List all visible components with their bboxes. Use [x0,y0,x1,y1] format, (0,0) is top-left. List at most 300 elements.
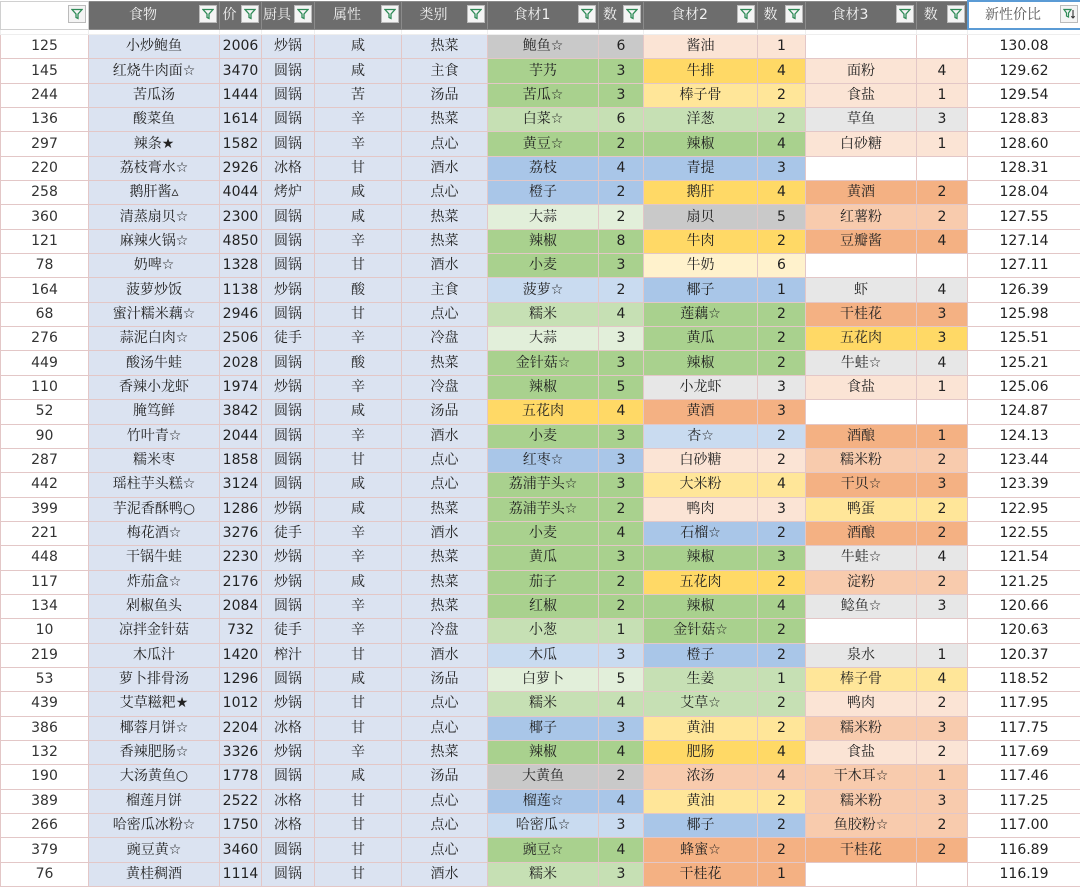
cell-qty-3[interactable]: 2 [917,181,968,205]
table-row[interactable] [1,302,1080,326]
cell-ingredient-3[interactable]: 红薯粉 [806,205,917,229]
cell-flavor[interactable]: 苦 [315,83,402,107]
cell-qty-1[interactable]: 2 [599,278,644,302]
cell-ingredient-1[interactable]: 荔浦芋头☆ [488,497,599,521]
cell-cookware[interactable]: 圆锅 [262,254,315,278]
cell-ingredient-3[interactable]: 糯米粉 [806,789,917,813]
cell-qty-3[interactable]: 1 [917,424,968,448]
cell-flavor[interactable]: 辛 [315,546,402,570]
cell-cookware[interactable]: 烤炉 [262,181,315,205]
cell-ingredient-1[interactable]: 荔枝 [488,156,599,180]
header-i2[interactable] [644,1,758,29]
cell-qty-3[interactable]: 3 [917,327,968,351]
filter-funnel-icon[interactable] [623,5,641,23]
cell-flavor[interactable]: 辛 [315,740,402,764]
cell-category[interactable]: 汤品 [402,83,488,107]
cell-qty-2[interactable]: 2 [758,83,806,107]
cell-cookware[interactable]: 圆锅 [262,862,315,886]
cell-ingredient-2[interactable]: 椰子 [644,814,758,838]
cell-qty-2[interactable]: 1 [758,278,806,302]
cell-qty-3[interactable] [917,35,968,59]
cell-value-ratio[interactable]: 128.04 [968,181,1080,205]
cell-cookware[interactable]: 圆锅 [262,205,315,229]
cell-price[interactable]: 3124 [220,473,262,497]
cell-ingredient-1[interactable]: 荔浦芋头☆ [488,473,599,497]
cell-ingredient-2[interactable]: 酱油 [644,35,758,59]
cell-price[interactable]: 1750 [220,814,262,838]
cell-ingredient-1[interactable]: 小麦 [488,254,599,278]
cell-ingredient-3[interactable]: 豆瓣酱 [806,229,917,253]
cell-cookware[interactable]: 徒手 [262,327,315,351]
cell-row-id[interactable]: 439 [1,692,89,716]
cell-ingredient-3[interactable]: 鲶鱼☆ [806,594,917,618]
cell-ingredient-2[interactable]: 五花肉 [644,570,758,594]
cell-category[interactable]: 热菜 [402,497,488,521]
table-row[interactable] [1,59,1080,83]
cell-ingredient-2[interactable]: 辣椒 [644,351,758,375]
cell-food-name[interactable]: 香辣肥肠☆ [89,740,220,764]
cell-flavor[interactable]: 咸 [315,400,402,424]
cell-category[interactable]: 点心 [402,814,488,838]
table-row[interactable] [1,108,1080,132]
cell-row-id[interactable]: 442 [1,473,89,497]
cell-qty-1[interactable]: 5 [599,375,644,399]
cell-value-ratio[interactable]: 121.25 [968,570,1080,594]
cell-price[interactable]: 1420 [220,643,262,667]
cell-row-id[interactable]: 76 [1,862,89,886]
cell-ingredient-3[interactable] [806,400,917,424]
cell-qty-1[interactable]: 5 [599,667,644,691]
cell-ingredient-2[interactable]: 白砂糖 [644,448,758,472]
cell-value-ratio[interactable]: 125.51 [968,327,1080,351]
cell-price[interactable]: 2204 [220,716,262,740]
table-row[interactable] [1,838,1080,862]
cell-ingredient-2[interactable]: 洋葱 [644,108,758,132]
cell-ingredient-3[interactable]: 泉水 [806,643,917,667]
cell-row-id[interactable]: 297 [1,132,89,156]
cell-ingredient-2[interactable]: 浓汤 [644,765,758,789]
cell-ingredient-3[interactable]: 食盐 [806,83,917,107]
cell-cookware[interactable]: 炒锅 [262,35,315,59]
cell-value-ratio[interactable]: 128.60 [968,132,1080,156]
cell-food-name[interactable]: 小炒鲍鱼 [89,35,220,59]
cell-ingredient-3[interactable]: 牛蛙☆ [806,546,917,570]
cell-qty-3[interactable]: 2 [917,497,968,521]
cell-value-ratio[interactable]: 129.62 [968,59,1080,83]
cell-cookware[interactable]: 炒锅 [262,278,315,302]
cell-food-name[interactable]: 竹叶青☆ [89,424,220,448]
cell-qty-2[interactable]: 2 [758,424,806,448]
cell-category[interactable]: 点心 [402,692,488,716]
cell-food-name[interactable]: 酸菜鱼 [89,108,220,132]
cell-price[interactable]: 3460 [220,838,262,862]
cell-ingredient-3[interactable]: 干木耳☆ [806,765,917,789]
cell-cookware[interactable]: 冰格 [262,156,315,180]
cell-price[interactable]: 2946 [220,302,262,326]
table-row[interactable] [1,765,1080,789]
cell-flavor[interactable]: 咸 [315,667,402,691]
header-n2[interactable] [758,1,806,29]
cell-row-id[interactable]: 379 [1,838,89,862]
table-row[interactable] [1,205,1080,229]
table-row[interactable] [1,862,1080,886]
cell-qty-2[interactable]: 2 [758,716,806,740]
cell-qty-3[interactable]: 1 [917,375,968,399]
cell-qty-2[interactable]: 4 [758,765,806,789]
cell-flavor[interactable]: 辛 [315,327,402,351]
filter-funnel-icon[interactable] [947,5,965,23]
cell-flavor[interactable]: 咸 [315,205,402,229]
cell-qty-3[interactable]: 1 [917,83,968,107]
cell-food-name[interactable]: 麻辣火锅☆ [89,229,220,253]
cell-ingredient-2[interactable]: 莲藕☆ [644,302,758,326]
table-row[interactable] [1,716,1080,740]
cell-qty-1[interactable]: 3 [599,814,644,838]
cell-ingredient-1[interactable]: 豌豆☆ [488,838,599,862]
cell-qty-3[interactable]: 2 [917,814,968,838]
header-i1[interactable] [488,1,599,29]
cell-qty-1[interactable]: 4 [599,521,644,545]
cell-category[interactable]: 热菜 [402,229,488,253]
cell-price[interactable]: 732 [220,619,262,643]
cell-qty-1[interactable]: 1 [599,619,644,643]
cell-price[interactable]: 1328 [220,254,262,278]
cell-ingredient-3[interactable]: 鱼胶粉☆ [806,814,917,838]
cell-ingredient-1[interactable]: 大黄鱼 [488,765,599,789]
cell-ingredient-2[interactable]: 牛奶 [644,254,758,278]
cell-flavor[interactable]: 甘 [315,838,402,862]
cell-category[interactable]: 点心 [402,473,488,497]
cell-price[interactable]: 2176 [220,570,262,594]
cell-qty-3[interactable]: 4 [917,351,968,375]
cell-flavor[interactable]: 辛 [315,375,402,399]
cell-value-ratio[interactable]: 120.63 [968,619,1080,643]
cell-flavor[interactable]: 甘 [315,789,402,813]
cell-ingredient-2[interactable]: 金针菇☆ [644,619,758,643]
cell-flavor[interactable]: 咸 [315,765,402,789]
cell-row-id[interactable]: 219 [1,643,89,667]
table-row[interactable] [1,473,1080,497]
cell-qty-2[interactable]: 2 [758,302,806,326]
cell-qty-1[interactable]: 3 [599,546,644,570]
cell-cookware[interactable]: 圆锅 [262,765,315,789]
cell-ingredient-2[interactable]: 石榴☆ [644,521,758,545]
cell-flavor[interactable]: 甘 [315,254,402,278]
header-pot[interactable] [262,1,315,29]
cell-qty-1[interactable]: 3 [599,327,644,351]
cell-ingredient-1[interactable]: 五花肉 [488,400,599,424]
table-row[interactable] [1,594,1080,618]
table-row[interactable] [1,327,1080,351]
cell-value-ratio[interactable]: 117.00 [968,814,1080,838]
cell-category[interactable]: 酒水 [402,424,488,448]
cell-row-id[interactable]: 110 [1,375,89,399]
cell-category[interactable]: 酒水 [402,643,488,667]
table-row[interactable] [1,667,1080,691]
cell-qty-2[interactable]: 3 [758,400,806,424]
cell-ingredient-2[interactable]: 大米粉 [644,473,758,497]
cell-ingredient-1[interactable]: 榴莲☆ [488,789,599,813]
cell-flavor[interactable]: 甘 [315,643,402,667]
cell-value-ratio[interactable]: 117.25 [968,789,1080,813]
cell-food-name[interactable]: 艾草糍粑★ [89,692,220,716]
cell-price[interactable]: 1286 [220,497,262,521]
cell-price[interactable]: 2506 [220,327,262,351]
cell-cookware[interactable]: 圆锅 [262,59,315,83]
cell-qty-1[interactable]: 3 [599,448,644,472]
cell-qty-1[interactable]: 4 [599,692,644,716]
cell-category[interactable]: 热菜 [402,351,488,375]
cell-flavor[interactable]: 辛 [315,521,402,545]
cell-row-id[interactable]: 78 [1,254,89,278]
cell-food-name[interactable]: 凉拌金针菇 [89,619,220,643]
cell-qty-2[interactable]: 3 [758,375,806,399]
cell-flavor[interactable]: 甘 [315,302,402,326]
cell-value-ratio[interactable]: 123.39 [968,473,1080,497]
cell-row-id[interactable]: 53 [1,667,89,691]
cell-ingredient-1[interactable]: 糯米 [488,862,599,886]
table-row[interactable] [1,789,1080,813]
cell-ingredient-1[interactable]: 白萝卜 [488,667,599,691]
cell-qty-1[interactable]: 2 [599,497,644,521]
cell-qty-3[interactable]: 2 [917,570,968,594]
cell-qty-2[interactable]: 2 [758,229,806,253]
cell-ingredient-3[interactable]: 面粉 [806,59,917,83]
cell-food-name[interactable]: 荔枝膏水☆ [89,156,220,180]
header-food[interactable] [89,1,220,29]
cell-food-name[interactable]: 萝卜排骨汤 [89,667,220,691]
cell-qty-2[interactable]: 2 [758,619,806,643]
cell-ingredient-2[interactable]: 牛排 [644,59,758,83]
cell-price[interactable]: 1444 [220,83,262,107]
header-attr[interactable] [315,1,402,29]
filter-funnel-icon[interactable] [467,5,485,23]
cell-value-ratio[interactable]: 123.44 [968,448,1080,472]
cell-food-name[interactable]: 椰蓉月饼☆ [89,716,220,740]
cell-price[interactable]: 2926 [220,156,262,180]
cell-food-name[interactable]: 奶啤☆ [89,254,220,278]
cell-ingredient-3[interactable]: 干桂花 [806,302,917,326]
cell-ingredient-2[interactable]: 棒子骨 [644,83,758,107]
cell-ingredient-1[interactable]: 椰子 [488,716,599,740]
cell-qty-2[interactable]: 2 [758,108,806,132]
filter-funnel-icon[interactable] [68,5,86,23]
cell-food-name[interactable]: 香辣小龙虾 [89,375,220,399]
cell-ingredient-3[interactable] [806,619,917,643]
cell-qty-2[interactable]: 3 [758,497,806,521]
cell-food-name[interactable]: 蜜汁糯米藕☆ [89,302,220,326]
cell-food-name[interactable]: 糯米枣 [89,448,220,472]
cell-ingredient-2[interactable]: 鸭肉 [644,497,758,521]
cell-cookware[interactable]: 圆锅 [262,838,315,862]
cell-ingredient-2[interactable]: 蜂蜜☆ [644,838,758,862]
cell-qty-2[interactable]: 6 [758,254,806,278]
cell-cookware[interactable]: 炒锅 [262,692,315,716]
cell-qty-1[interactable]: 6 [599,108,644,132]
filter-funnel-icon[interactable] [294,5,312,23]
cell-qty-1[interactable]: 4 [599,740,644,764]
cell-qty-3[interactable]: 3 [917,594,968,618]
cell-ingredient-1[interactable]: 辣椒 [488,229,599,253]
cell-ingredient-2[interactable]: 辣椒 [644,594,758,618]
cell-ingredient-2[interactable]: 杏☆ [644,424,758,448]
cell-ingredient-3[interactable]: 五花肉 [806,327,917,351]
cell-ingredient-3[interactable]: 干桂花 [806,838,917,862]
table-row[interactable] [1,740,1080,764]
cell-price[interactable]: 1138 [220,278,262,302]
cell-qty-1[interactable]: 3 [599,862,644,886]
cell-category[interactable]: 点心 [402,302,488,326]
cell-category[interactable]: 冷盘 [402,619,488,643]
cell-qty-3[interactable]: 2 [917,740,968,764]
cell-ingredient-2[interactable]: 黄油 [644,716,758,740]
cell-food-name[interactable]: 红烧牛肉面☆ [89,59,220,83]
cell-ingredient-2[interactable]: 青提 [644,156,758,180]
cell-qty-2[interactable]: 4 [758,181,806,205]
cell-price[interactable]: 4044 [220,181,262,205]
cell-row-id[interactable]: 90 [1,424,89,448]
cell-ingredient-3[interactable]: 牛蛙☆ [806,351,917,375]
cell-ingredient-2[interactable]: 黄瓜 [644,327,758,351]
cell-ingredient-3[interactable]: 干贝☆ [806,473,917,497]
cell-category[interactable]: 冷盘 [402,327,488,351]
cell-cookware[interactable]: 冰格 [262,789,315,813]
cell-qty-2[interactable]: 2 [758,351,806,375]
cell-row-id[interactable]: 221 [1,521,89,545]
cell-qty-2[interactable]: 2 [758,692,806,716]
cell-value-ratio[interactable]: 117.46 [968,765,1080,789]
cell-food-name[interactable]: 大汤黄鱼○ [89,765,220,789]
cell-price[interactable]: 4850 [220,229,262,253]
cell-cookware[interactable]: 圆锅 [262,302,315,326]
header-value[interactable] [968,1,1080,29]
cell-ingredient-1[interactable]: 芋艿 [488,59,599,83]
cell-row-id[interactable]: 360 [1,205,89,229]
cell-qty-1[interactable]: 4 [599,838,644,862]
filter-funnel-icon[interactable] [896,5,914,23]
cell-value-ratio[interactable]: 124.87 [968,400,1080,424]
cell-cookware[interactable]: 冰格 [262,716,315,740]
cell-category[interactable]: 热菜 [402,740,488,764]
cell-qty-3[interactable]: 2 [917,448,968,472]
cell-row-id[interactable]: 389 [1,789,89,813]
cell-value-ratio[interactable]: 122.95 [968,497,1080,521]
cell-category[interactable]: 酒水 [402,156,488,180]
cell-ingredient-2[interactable]: 辣椒 [644,546,758,570]
cell-value-ratio[interactable]: 129.54 [968,83,1080,107]
header-i3[interactable] [806,1,917,29]
cell-value-ratio[interactable]: 117.69 [968,740,1080,764]
cell-qty-2[interactable]: 3 [758,156,806,180]
cell-qty-2[interactable]: 2 [758,789,806,813]
cell-cookware[interactable]: 圆锅 [262,473,315,497]
table-row[interactable] [1,546,1080,570]
cell-ingredient-1[interactable]: 橙子 [488,181,599,205]
cell-row-id[interactable]: 449 [1,351,89,375]
cell-qty-3[interactable] [917,619,968,643]
cell-food-name[interactable]: 辣条★ [89,132,220,156]
cell-category[interactable]: 汤品 [402,667,488,691]
cell-qty-2[interactable]: 2 [758,838,806,862]
cell-qty-3[interactable]: 1 [917,132,968,156]
cell-qty-3[interactable]: 4 [917,59,968,83]
table-row[interactable] [1,35,1080,59]
cell-cookware[interactable]: 圆锅 [262,83,315,107]
cell-ingredient-2[interactable]: 小龙虾 [644,375,758,399]
cell-ingredient-3[interactable]: 糯米粉 [806,448,917,472]
cell-food-name[interactable]: 豌豆黄☆ [89,838,220,862]
cell-flavor[interactable]: 甘 [315,156,402,180]
cell-ingredient-2[interactable]: 辣椒 [644,132,758,156]
header-cat[interactable] [402,1,488,29]
cell-flavor[interactable]: 咸 [315,497,402,521]
cell-price[interactable]: 3470 [220,59,262,83]
cell-price[interactable]: 2044 [220,424,262,448]
cell-price[interactable]: 2522 [220,789,262,813]
cell-row-id[interactable]: 220 [1,156,89,180]
table-row[interactable] [1,83,1080,107]
cell-value-ratio[interactable]: 127.11 [968,254,1080,278]
cell-category[interactable]: 汤品 [402,765,488,789]
cell-ingredient-1[interactable]: 金针菇☆ [488,351,599,375]
cell-qty-3[interactable]: 3 [917,302,968,326]
cell-ingredient-3[interactable]: 棒子骨 [806,667,917,691]
cell-flavor[interactable]: 辛 [315,132,402,156]
table-row[interactable] [1,351,1080,375]
cell-value-ratio[interactable]: 125.21 [968,351,1080,375]
cell-category[interactable]: 热菜 [402,546,488,570]
cell-food-name[interactable]: 菠萝炒饭 [89,278,220,302]
cell-ingredient-1[interactable]: 鲍鱼☆ [488,35,599,59]
cell-cookware[interactable]: 榨汁 [262,643,315,667]
cell-row-id[interactable]: 125 [1,35,89,59]
table-row[interactable] [1,692,1080,716]
cell-category[interactable]: 点心 [402,132,488,156]
cell-row-id[interactable]: 117 [1,570,89,594]
header-price[interactable] [220,1,262,29]
cell-qty-1[interactable]: 2 [599,765,644,789]
cell-price[interactable]: 1974 [220,375,262,399]
cell-category[interactable]: 汤品 [402,400,488,424]
cell-ingredient-3[interactable]: 白砂糖 [806,132,917,156]
cell-row-id[interactable]: 68 [1,302,89,326]
sort-descending-filter-icon[interactable] [1060,5,1078,23]
cell-food-name[interactable]: 苦瓜汤 [89,83,220,107]
cell-ingredient-1[interactable]: 茄子 [488,570,599,594]
cell-price[interactable]: 1582 [220,132,262,156]
cell-flavor[interactable]: 酸 [315,351,402,375]
cell-food-name[interactable]: 黄桂稠酒 [89,862,220,886]
cell-qty-1[interactable]: 2 [599,594,644,618]
cell-qty-3[interactable]: 2 [917,838,968,862]
table-row[interactable] [1,570,1080,594]
filter-funnel-icon[interactable] [737,5,755,23]
cell-qty-1[interactable]: 8 [599,229,644,253]
cell-qty-2[interactable]: 1 [758,667,806,691]
cell-flavor[interactable]: 甘 [315,814,402,838]
cell-ingredient-1[interactable]: 辣椒 [488,375,599,399]
cell-ingredient-2[interactable]: 橙子 [644,643,758,667]
cell-food-name[interactable]: 剁椒鱼头 [89,594,220,618]
cell-qty-1[interactable]: 4 [599,789,644,813]
cell-row-id[interactable]: 448 [1,546,89,570]
cell-row-id[interactable]: 276 [1,327,89,351]
cell-flavor[interactable]: 甘 [315,692,402,716]
cell-qty-1[interactable]: 2 [599,181,644,205]
cell-food-name[interactable]: 木瓜汁 [89,643,220,667]
cell-flavor[interactable]: 咸 [315,181,402,205]
cell-food-name[interactable]: 榴莲月饼 [89,789,220,813]
